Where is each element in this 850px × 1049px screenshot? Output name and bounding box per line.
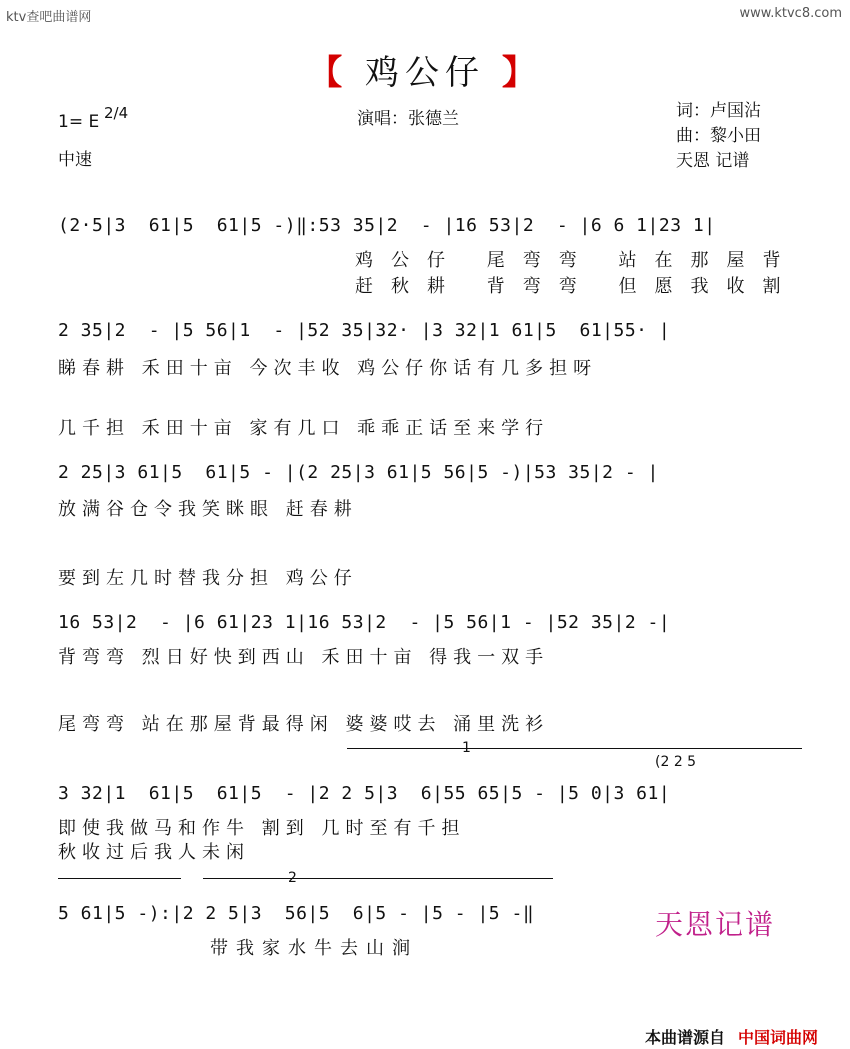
- song-title: [0, 45, 850, 94]
- lyric-line-3a: 放满谷仓令我笑眯眼 赶春耕: [58, 499, 358, 520]
- volta-bracket-1: [347, 748, 802, 749]
- transcriber-credit: 天恩 记谱: [676, 151, 750, 171]
- lyric-line-2b: 几千担 禾田十亩 家有几口 乖乖正话至来学行: [58, 418, 550, 439]
- title-text: 鸡公仔: [365, 53, 485, 93]
- lyric-line-1a: 鸡公仔 尾弯弯 站在那屋背: [355, 250, 799, 271]
- lyric-line-5b: 秋收过后我人未闲: [58, 842, 250, 863]
- tempo-marking: 中速: [58, 150, 92, 170]
- lyric-line-6: 带我家水牛去山涧: [210, 938, 418, 959]
- notation-line-3: 2 25|3 61|5 61|5 - |(2 25|3 61|5 56|5 -)|53 35|2 - |: [58, 462, 659, 483]
- notation-line-4: 16 53|2 - |6 61|23 1|16 53|2 - |5 56|1 - |52 35|2 -|: [58, 612, 671, 633]
- lyric-line-5a: 即使我做马和作牛 割到 几时至有千担: [58, 818, 466, 839]
- title-bracket-close: 】: [501, 53, 542, 93]
- lyric-line-2a: 睇春耕 禾田十亩 今次丰收 鸡公仔你话有几多担呀: [58, 358, 598, 379]
- lyricist-credit: 词：卢国沾: [676, 101, 761, 121]
- volta-label-1: 1: [462, 740, 471, 756]
- volta-bracket-1-end: [58, 878, 181, 879]
- lyric-line-1b: 赶秋耕 背弯弯 但愿我收割: [355, 276, 799, 297]
- notation-line-5: 3 32|1 61|5 61|5 - |2 2 5|3 6|55 65|5 - |5 0|3 61|: [58, 783, 671, 804]
- notation-line-6: 5 61|5 -):|2 2 5|3 56|5 6|5 - |5 - |5 -‖: [58, 903, 535, 924]
- lyric-line-3b: 要到左几时替我分担 鸡公仔: [58, 568, 358, 589]
- transcriber-stamp: 天恩记谱: [655, 908, 776, 941]
- title-bracket-open: 【: [308, 53, 349, 93]
- notation-line-2: 2 35|2 - |5 56|1 - |52 35|32· |3 32|1 61|5 61|55· |: [58, 320, 671, 341]
- footer-source-label: 本曲谱源自: [645, 1028, 726, 1047]
- key-signature: 1= E: [58, 112, 100, 132]
- volta-bracket-2: [203, 878, 553, 879]
- volta-cue: (2 2 5: [655, 754, 697, 770]
- singer-credit: 演唱：张德兰: [357, 109, 459, 129]
- watermark-site-right: www.ktvc8.com: [739, 6, 842, 21]
- time-signature: 2/4: [104, 104, 129, 122]
- lyric-line-4b: 尾弯弯 站在那屋背最得闲 婆婆哎去 涌里洗衫: [58, 714, 550, 735]
- composer-credit: 曲：黎小田: [676, 126, 761, 146]
- volta-label-2: 2: [288, 870, 297, 886]
- footer-source-site[interactable]: 中国词曲网: [738, 1028, 819, 1047]
- notation-line-1: (2·5|3 61|5 61|5 -)‖:53 35|2 - |16 53|2 - |6 6 1|23 1|: [58, 215, 716, 236]
- lyric-line-4a: 背弯弯 烈日好快到西山 禾田十亩 得我一双手: [58, 647, 550, 668]
- watermark-site-left: ktv查吧曲谱网: [6, 10, 92, 25]
